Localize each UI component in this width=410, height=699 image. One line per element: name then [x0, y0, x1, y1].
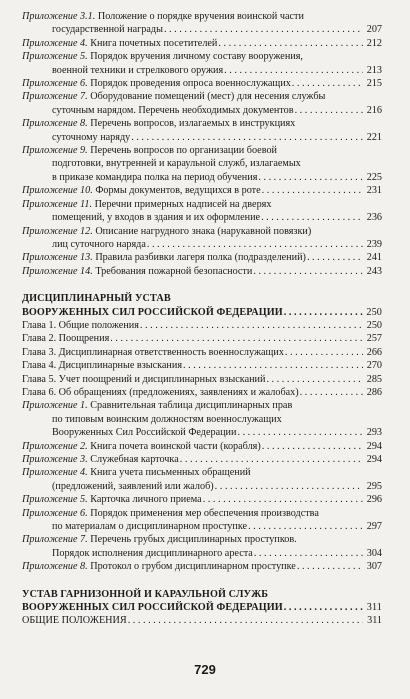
- appendix-label: Приложение 14.: [22, 265, 93, 277]
- entry-text: Протокол о грубом дисциплинарном проступке: [90, 561, 296, 573]
- toc-entry: [22, 225, 382, 252]
- entry-text: Перечень вопросов, излагаемых в инструкциях: [90, 118, 296, 130]
- chapter-entry: Глава 3. Дисциплинарная ответственность военнослужащих . . . 266: [22, 346, 382, 359]
- toc-entry: [22, 265, 382, 278]
- page-ref: 294: [366, 440, 382, 452]
- appendix-label: Приложение 6.: [22, 507, 88, 519]
- entry-text: Положение о порядке вручения воинской части: [97, 11, 304, 22]
- page-ref: 239: [366, 238, 382, 250]
- section-garrison-charter: [22, 588, 382, 628]
- appendix-label: Приложение 7.: [22, 534, 88, 546]
- toc-entry: [22, 507, 382, 534]
- toc-entry: [22, 453, 382, 466]
- page-ref: 297: [366, 521, 382, 533]
- appendix-label: Приложение 12.: [22, 225, 93, 237]
- entry-text: Вооруженных Сил Российской Федерации: [52, 427, 237, 439]
- page-ref: 250: [366, 306, 382, 318]
- general-provisions-entry: ОБЩИЕ ПОЛОЖЕНИЯ . . . 311: [22, 614, 382, 627]
- page-ref: 285: [366, 373, 382, 385]
- page-ref: 257: [366, 333, 382, 345]
- toc-entry: [22, 560, 382, 573]
- toc-entry: [22, 399, 382, 439]
- page-ref: 311: [367, 615, 382, 627]
- page-ref: 207: [366, 24, 382, 36]
- page-ref: 266: [366, 346, 382, 358]
- appendix-label: Приложение 7.: [22, 91, 88, 103]
- page-ref: 213: [366, 64, 382, 76]
- entry-text: Порядок исполнения дисциплинарного ареста: [52, 547, 253, 559]
- entry-text: Перечни примерных надписей на дверях: [94, 198, 272, 210]
- appendix-label: Приложение 10.: [22, 185, 93, 197]
- page-ref: 307: [366, 561, 382, 573]
- appendix-label: Приложение 5.: [22, 494, 88, 506]
- toc-entry: [22, 251, 382, 264]
- toc-entry: [22, 533, 382, 560]
- page-number: 729: [194, 662, 216, 677]
- appendix-label: Приложение 1.: [22, 400, 88, 412]
- toc-appendix-list-top: [22, 10, 382, 278]
- page-ref: 250: [366, 319, 382, 331]
- toc-entry: [22, 184, 382, 197]
- entry-text: Перечень вопросов по организации боевой: [90, 145, 277, 157]
- entry-text: Правила разбивки лагеря полка (подразделений): [95, 252, 306, 264]
- chapter-entry: Глава 6. Об обращениях (предложениях, заявлениях и жалобах) . . . 286: [22, 386, 382, 399]
- appendix-label: Приложение 8.: [22, 561, 88, 573]
- appendix-label: Приложение 2.: [22, 440, 88, 452]
- page-ref: 231: [366, 185, 382, 197]
- entry-text: Книга учета письменных обращений: [90, 467, 251, 479]
- appendix-label: Приложение 8.: [22, 118, 88, 130]
- entry-text: помещений, у входов в здания и их оформление: [52, 212, 261, 224]
- section-title-line2: ВООРУЖЕННЫХ СИЛ РОССИЙСКОЙ ФЕДЕРАЦИИ . . . 311: [22, 601, 382, 614]
- entry-text: Книга почета воинской части (корабля): [90, 440, 261, 452]
- page-ref: 296: [366, 494, 382, 506]
- entry-text: Порядок применения мер обеспечения производства: [90, 507, 319, 519]
- toc-entry: [22, 37, 382, 50]
- toc-entry: [22, 466, 382, 493]
- page-ref: 241: [366, 252, 382, 264]
- toc-entry: [22, 440, 382, 453]
- page-ref: 270: [366, 360, 382, 372]
- page-ref: 212: [366, 37, 382, 49]
- toc-entry: [22, 50, 382, 77]
- entry-text: Оборудование помещений (мест) для несения службы: [90, 91, 326, 103]
- entry-text: Сравнительная таблица дисциплинарных прав: [90, 400, 293, 412]
- page-ref: 236: [366, 212, 382, 224]
- entry-text: Книга почетных посетителей: [90, 37, 218, 49]
- toc-entry: [22, 117, 382, 144]
- entry-text: государственной награды: [52, 24, 163, 36]
- toc-entry: [22, 144, 382, 184]
- entry-text: военной техники и стрелкового оружия: [52, 64, 224, 76]
- appendix-label: Приложение 6.: [22, 78, 88, 90]
- entry-text: по материалам о дисциплинарном проступке: [52, 521, 248, 533]
- chapter-entry: Глава 2. Поощрения . . . 257: [22, 332, 382, 345]
- appendix-label: Приложение 11.: [22, 198, 93, 210]
- appendix-label: Приложение 4.: [22, 467, 88, 479]
- page-ref: 243: [366, 265, 382, 277]
- page-ref: 221: [366, 131, 382, 143]
- page-ref: 311: [366, 602, 382, 614]
- entry-text: Описание нагрудного знака (нарукавной повязки): [95, 225, 312, 237]
- section-title-line1: УСТАВ ГАРНИЗОННОЙ И КАРАУЛЬНОЙ СЛУЖБ: [22, 588, 269, 600]
- chapter-list: [22, 319, 382, 399]
- appendix-label: Приложение 3.1.: [22, 11, 96, 22]
- entry-text: суточным нарядом. Перечень необходимых документов: [52, 104, 294, 116]
- page-ref: 295: [366, 480, 382, 492]
- appendix-label: Приложение 3.: [22, 454, 88, 465]
- page-ref: 293: [366, 427, 382, 439]
- appendix-label: Приложение 13.: [22, 252, 93, 264]
- entry-text: лиц суточного наряда: [52, 238, 146, 250]
- page-ref: 286: [366, 386, 382, 398]
- chapter-entry: Глава 4. Дисциплинарные взыскания . . . 270: [22, 359, 382, 372]
- entry-text: подготовки, внутренней и караульной служб, излагаемых: [52, 158, 301, 170]
- entry-text: Порядок вручения личному составу вооружения,: [90, 51, 303, 63]
- toc-entry: [22, 493, 382, 506]
- entry-text: Порядок проведения опроса военнослужащих: [90, 78, 291, 90]
- toc-entry: [22, 198, 382, 225]
- entry-text: Карточка личного приема: [90, 494, 202, 506]
- section-title-line2: ВООРУЖЕННЫХ СИЛ РОССИЙСКОЙ ФЕДЕРАЦИИ . . . 250: [22, 306, 382, 319]
- entry-text: по типовым воинским должностям военнослужащих: [52, 413, 282, 425]
- section-title-line1: ДИСЦИПЛИНАРНЫЙ УСТАВ: [22, 293, 171, 305]
- toc-entry: [22, 90, 382, 117]
- appendix-label: Приложение 4.: [22, 37, 88, 49]
- toc-appendix-list-disciplinary: [22, 399, 382, 573]
- entry-text: Требования пожарной безопасности: [95, 265, 253, 277]
- page-ref: 215: [366, 78, 382, 90]
- appendix-label: Приложение 9.: [22, 145, 88, 157]
- entry-text: суточному наряду: [52, 131, 131, 143]
- toc-entry: [22, 10, 382, 37]
- chapter-entry: Глава 1. Общие положения . . . 250: [22, 319, 382, 332]
- page-ref: 216: [366, 104, 382, 116]
- page-ref: 304: [366, 547, 382, 559]
- chapter-entry: Глава 5. Учет поощрений и дисциплинарных взысканий . . . 285: [22, 373, 382, 386]
- page-ref: 225: [366, 171, 382, 183]
- entry-text: Перечень грубых дисциплинарных проступков.: [90, 534, 297, 546]
- entry-text: Формы документов, ведущихся в роте: [95, 185, 261, 197]
- toc-entry: [22, 77, 382, 90]
- entry-text: в приказе командира полка на период обучения: [52, 171, 258, 183]
- entry-text: Служебная карточка: [90, 454, 179, 465]
- section-disciplinary-charter: [22, 292, 382, 574]
- entry-text: (предложений, заявлений или жалоб): [52, 480, 214, 492]
- page-ref: 294: [366, 454, 382, 465]
- appendix-label: Приложение 5.: [22, 51, 88, 63]
